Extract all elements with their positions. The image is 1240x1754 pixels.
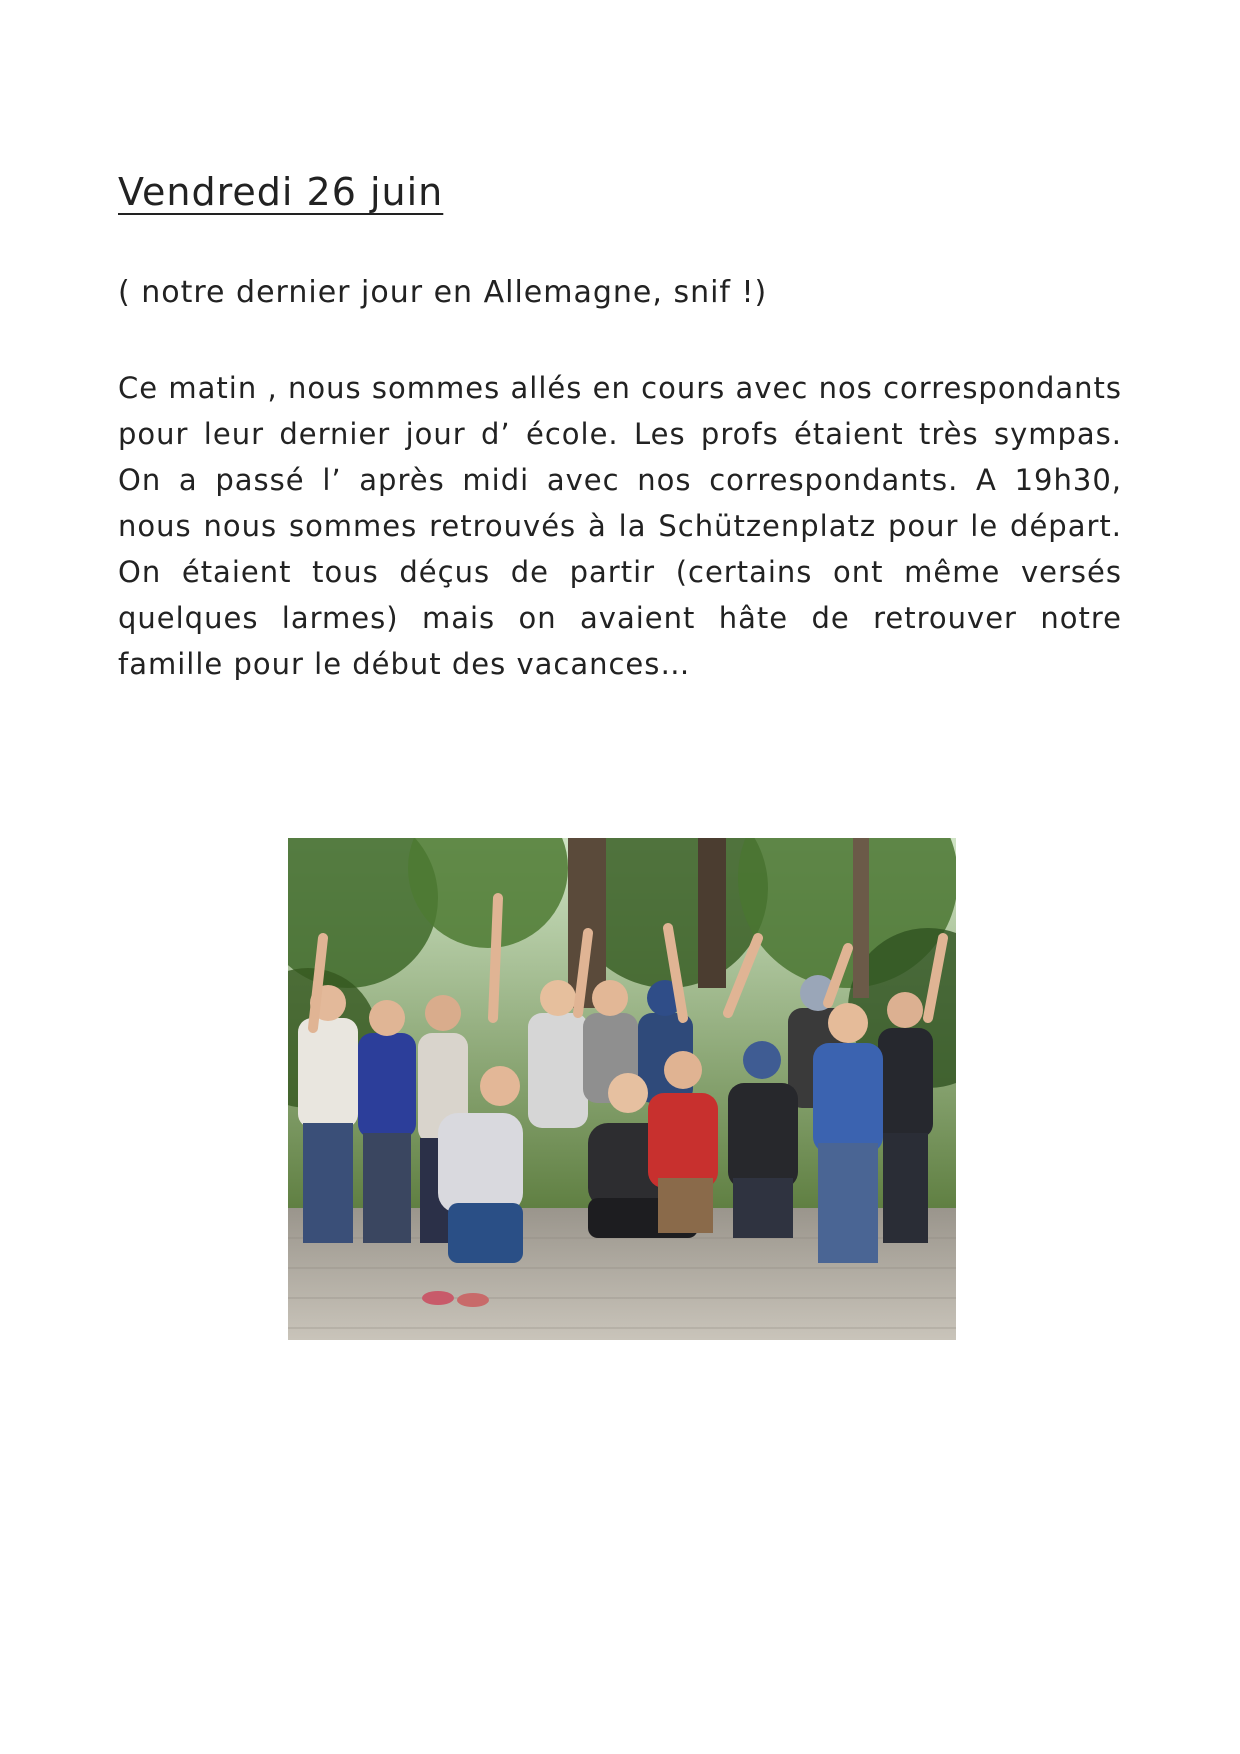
- group-photo-illustration: [288, 838, 956, 1340]
- group-photo: [288, 838, 956, 1340]
- body-paragraph: Ce matin , nous sommes allés en cours avec nos correspondants pour leur dernier jour d’ école. Les profs étaient très sympas. On a passé l’ après midi avec nos correspondants. A 19h30, nous nous sommes retrouvés à la Schützenplatz pour le départ. On étaient tous déçus de partir (certains ont même versés quelques larmes) mais on avaient hâte de retrouver notre famille pour le début des vacances…: [118, 371, 1122, 681]
- subtitle: ( notre dernier jour en Allemagne, snif !): [118, 275, 768, 310]
- page-title: Vendredi 26 juin: [118, 170, 444, 214]
